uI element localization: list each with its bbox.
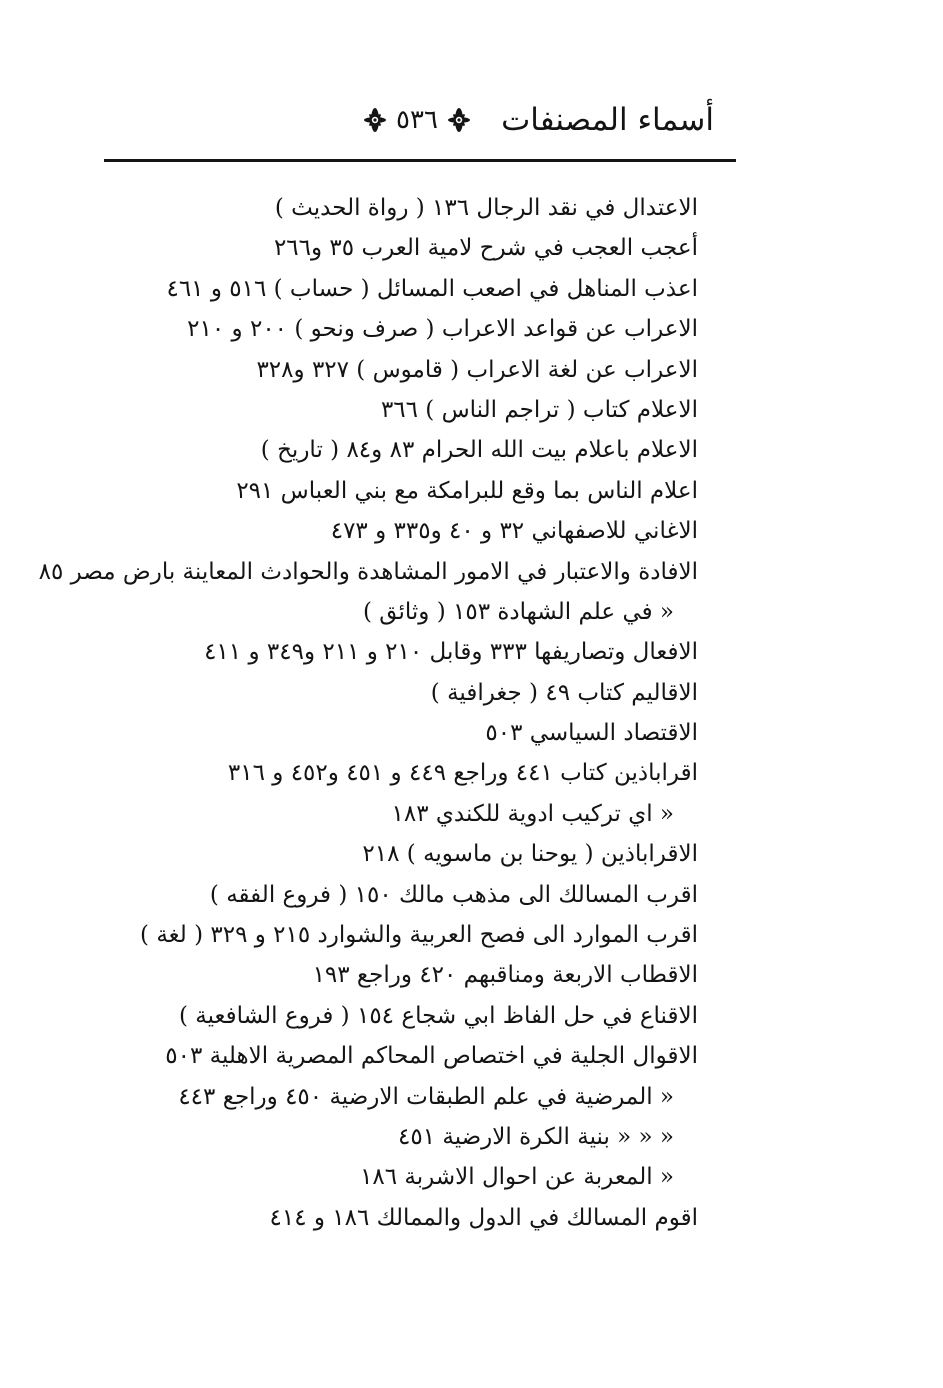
running-title: أسماء المصنفات [501, 102, 714, 138]
index-entry: اقرب المسالك الى مذهب مالك ١٥٠ ( فروع الفقه ) [209, 881, 698, 908]
index-entry: الاقطاب الاربعة ومناقبهم ٤٢٠ وراجع ١٩٣ [312, 962, 698, 989]
page-header [104, 82, 736, 162]
index-entry: الاقوال الجلية في اختصاص المحاكم المصرية الاهلية ٥٠٣ [165, 1043, 698, 1070]
index-entry: الافادة والاعتبار في الامور المشاهدة والحوادث المعاينة بارض مصر ٨٥ [38, 558, 698, 585]
index-entry: الاقناع في حل الفاظ ابي شجاع ١٥٤ ( فروع الشافعية ) [178, 1002, 698, 1029]
index-entry: الاقاليم كتاب ٤٩ ( جغرافية ) [430, 679, 698, 706]
page-number: ٥٣٦ [396, 105, 438, 135]
index-entry: أعجب العجب في شرح لامية العرب ٣٥ و٢٦٦ [273, 235, 698, 262]
index-entry: الاقراباذين ( يوحنا بن ماسويه ) ٢١٨ [362, 841, 698, 868]
index-entry-continuation: « « « بنية الكرة الارضية ٤٥١ [397, 1123, 674, 1150]
index-entry: اقوم المسالك في الدول والممالك ١٨٦ و ٤١٤ [269, 1204, 698, 1231]
page-number-block [356, 100, 478, 140]
index-entry: اقرب الموارد الى فصح العربية والشوارد ٢١٥ و ٣٢٩ ( لغة ) [140, 922, 698, 949]
index-entry: اقراباذين كتاب ٤٤١ وراجع ٤٤٩ و ٤٥١ و٤٥٢ و ٣١٦ [227, 760, 698, 787]
index-entry: الاعراب عن لغة الاعراب ( قاموس ) ٣٢٧ و٣٢٨ [256, 356, 698, 383]
floral-ornament-icon [362, 105, 388, 135]
index-entry-continuation: « المرضية في علم الطبقات الارضية ٤٥٠ وراجع ٤٤٣ [178, 1083, 674, 1110]
index-entries [38, 188, 698, 1238]
index-entry-continuation: « في علم الشهادة ١٥٣ ( وثائق ) [363, 598, 674, 625]
index-entry-continuation: « اي تركيب ادوية للكندي ١٨٣ [391, 800, 674, 827]
index-entry: اعلام الناس بما وقع للبرامكة مع بني العباس ٢٩١ [236, 477, 698, 504]
floral-ornament-icon [446, 105, 472, 135]
index-entry-continuation: « المعربة عن احوال الاشربة ١٨٦ [360, 1164, 674, 1191]
header-rule [104, 159, 736, 162]
index-entry: الاعلام باعلام بيت الله الحرام ٨٣ و٨٤ ( تاريخ ) [260, 437, 698, 464]
index-entry: الاقتصاد السياسي ٥٠٣ [485, 720, 698, 747]
index-entry: الاعراب عن قواعد الاعراب ( صرف ونحو ) ٢٠٠ و ٢١٠ [187, 316, 698, 343]
index-entry: الاعلام كتاب ( تراجم الناس ) ٣٦٦ [380, 396, 698, 423]
index-entry: الاعتدال في نقد الرجال ١٣٦ ( رواة الحديث ) [274, 195, 698, 221]
index-entry: الاغاني للاصفهاني ٣٢ و ٤٠ و٣٣٥ و ٤٧٣ [330, 518, 698, 545]
index-entry: الافعال وتصاريفها ٣٣٣ وقابل ٢١٠ و ٢١١ و٣٤٩ و ٤١١ [204, 639, 698, 666]
index-entry: اعذب المناهل في اصعب المسائل ( حساب ) ٥١٦ و ٤٦١ [166, 275, 698, 302]
